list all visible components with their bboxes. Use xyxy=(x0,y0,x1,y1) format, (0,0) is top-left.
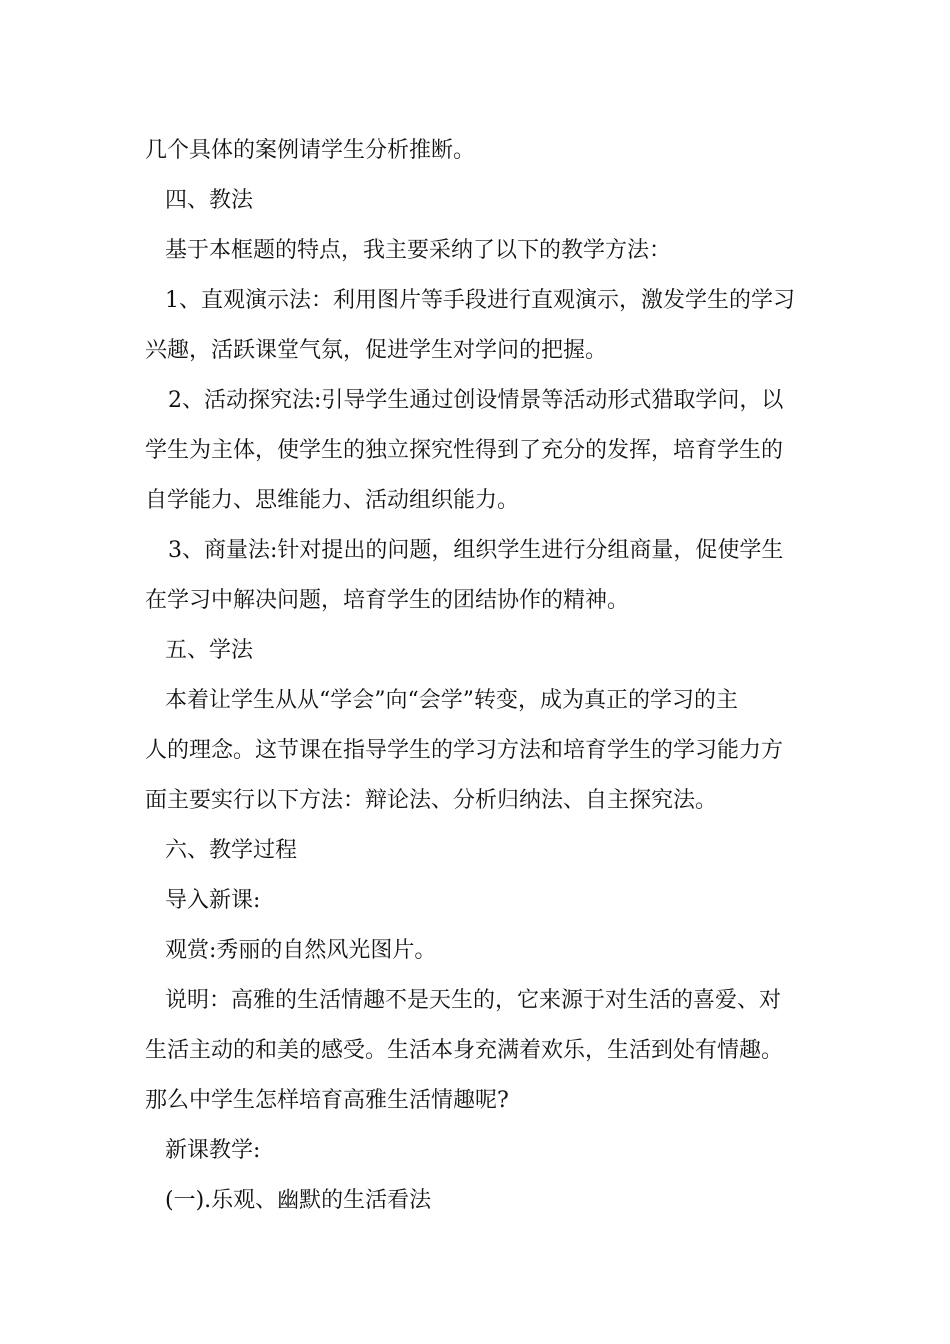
text-line: 人的理念。这节课在指导学生的学习方法和培育学生的学习能力方 xyxy=(145,738,784,763)
text-line: 在学习中解决问题，培育学生的团结协作的精神。 xyxy=(145,588,630,613)
text-line: 生活主动的和美的感受。生活本身充满着欢乐，生活到处有情趣。 xyxy=(145,1038,784,1063)
section-heading: 五、学法 xyxy=(165,638,254,663)
text-line: 1、直观演示法：利用图片等手段进行直观演示，激发学生的学习 xyxy=(165,288,795,313)
text-line: 本着让学生从从“学会”向“会学”转变，成为真正的学习的主 xyxy=(165,688,738,713)
section-heading: 四、教法 xyxy=(165,188,254,213)
text-line: 新课教学: xyxy=(165,1138,261,1163)
text-line: 兴趣，活跃课堂气氛，促进学生对学问的把握。 xyxy=(145,338,608,363)
text-line: 观赏:秀丽的自然风光图片。 xyxy=(165,938,437,963)
text-line: 3、商量法:针对提出的问题，组织学生进行分组商量，促使学生 xyxy=(168,538,784,563)
text-line: 基于本框题的特点，我主要采纳了以下的教学方法： xyxy=(165,238,672,263)
text-line: 说明：高雅的生活情趣不是天生的，它来源于对生活的喜爱、对 xyxy=(165,988,782,1013)
text-line: 自学能力、思维能力、活动组织能力。 xyxy=(145,488,520,513)
text-line: 导入新课: xyxy=(165,888,261,913)
text-line: 面主要实行以下方法：辩论法、分析归纳法、自主探究法。 xyxy=(145,788,718,813)
text-line: 2、活动探究法:引导学生通过创设情景等活动形式猎取学问，以 xyxy=(168,388,784,413)
text-line: 学生为主体，使学生的独立探究性得到了充分的发挥，培育学生的 xyxy=(145,438,784,463)
text-line: 那么中学生怎样培育高雅生活情趣呢? xyxy=(145,1088,509,1113)
text-line: 几个具体的案例请学生分析推断。 xyxy=(145,138,476,163)
section-heading: 六、教学过程 xyxy=(165,838,298,863)
subsection-heading: (一).乐观、幽默的生活看法 xyxy=(165,1188,432,1213)
